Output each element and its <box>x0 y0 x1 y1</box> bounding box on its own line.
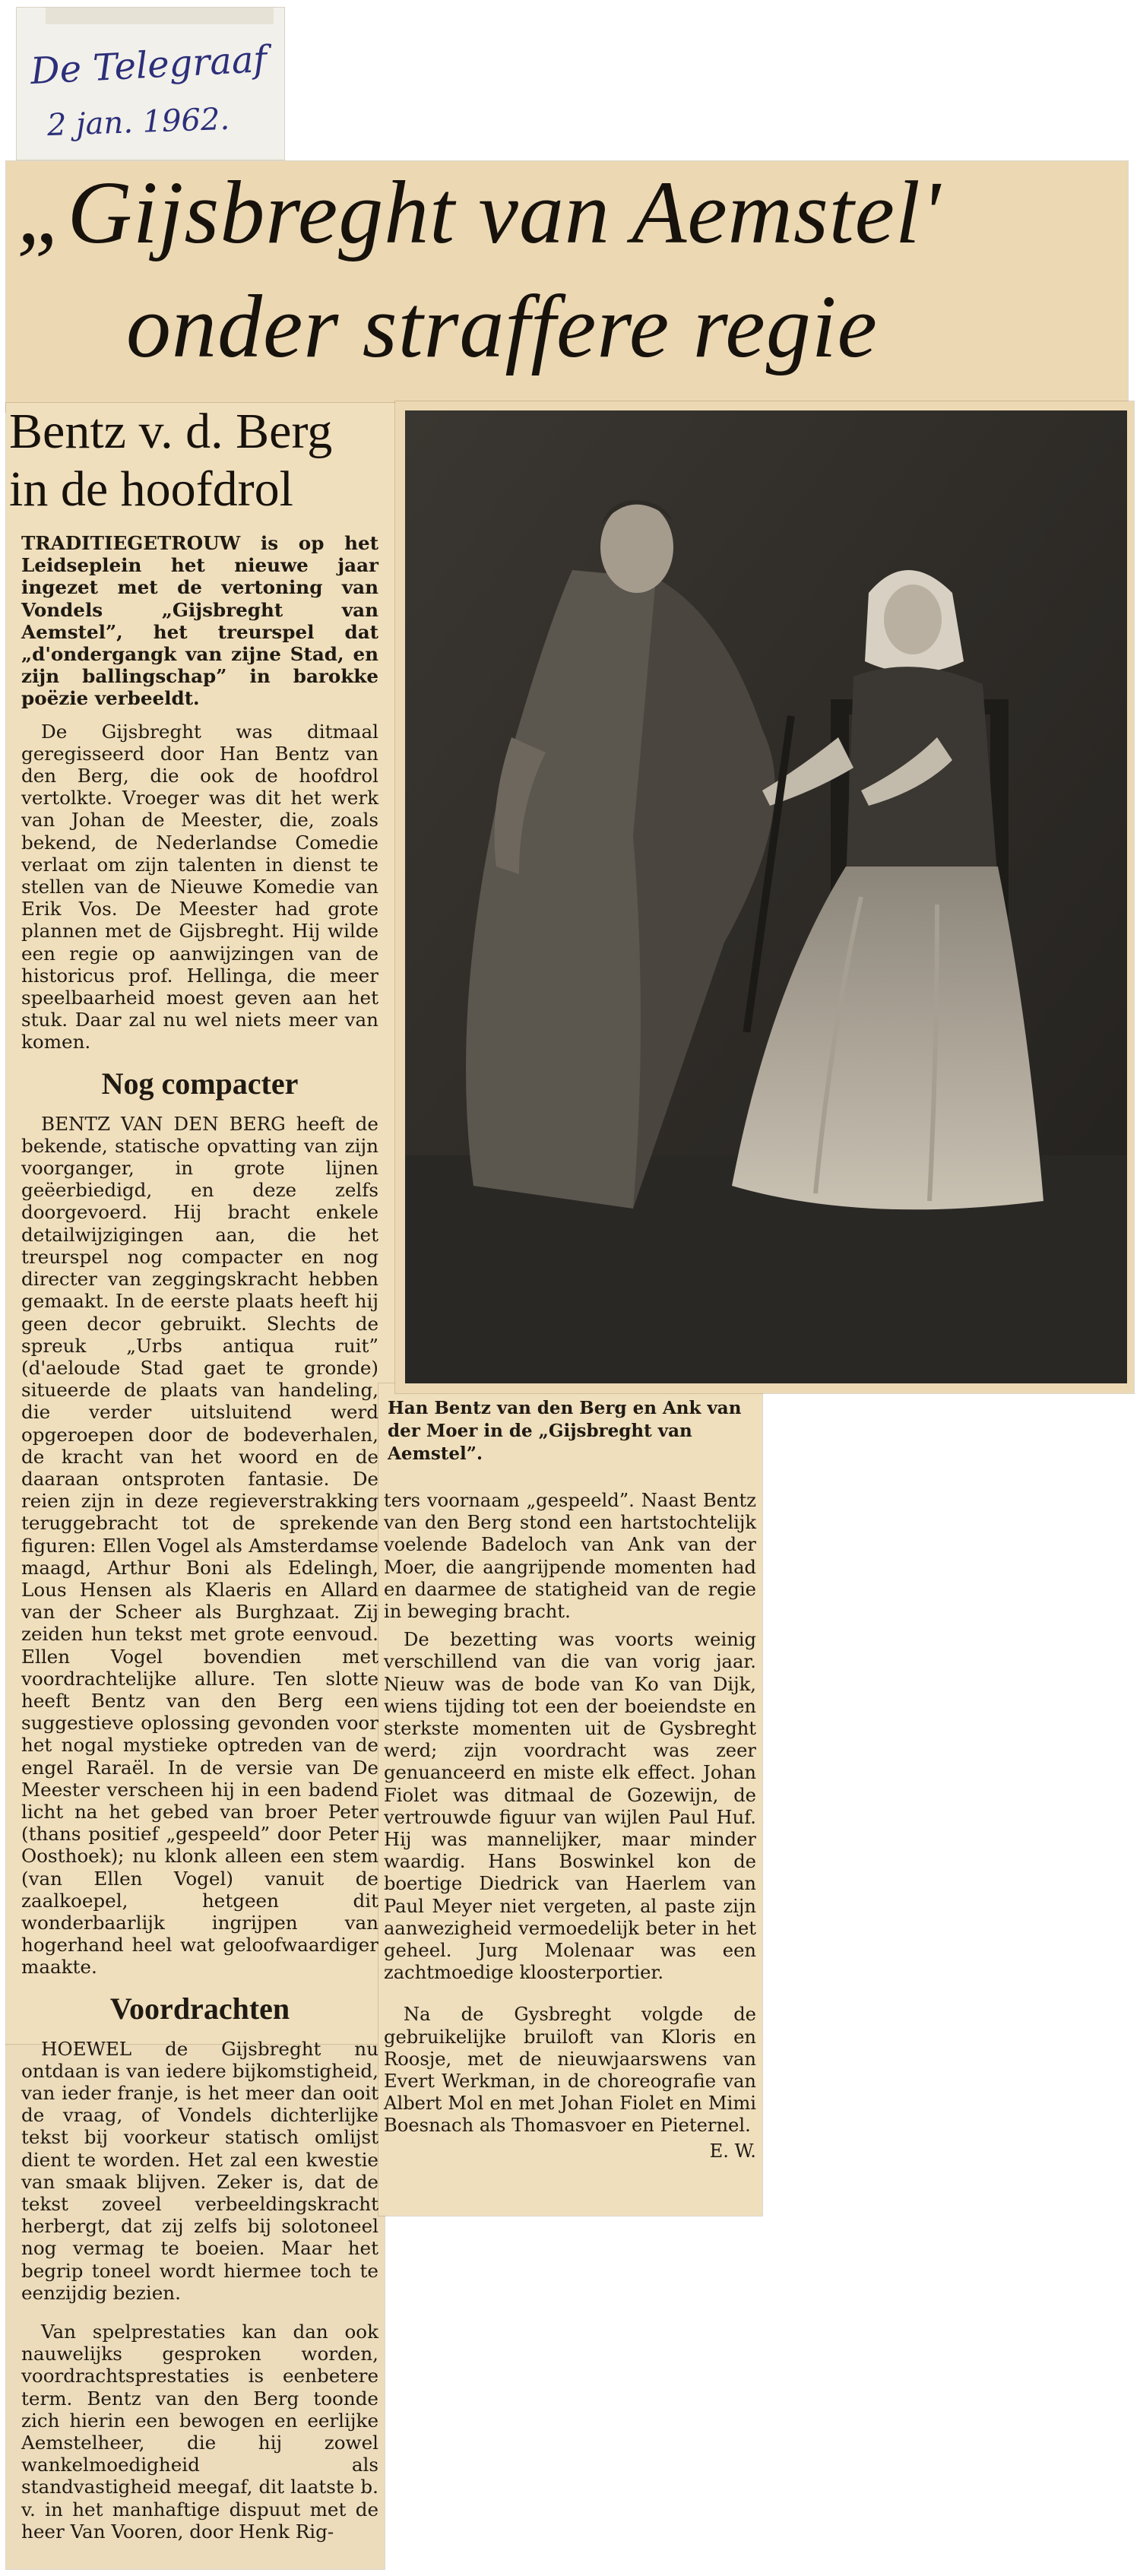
paragraph-4: Van spelprestaties kan dan ook nauwelijks gesproken worden, voordrachtsprestaties is eenbetere term. Bentz van den Berg toonde zich hierin een bewogen en eerlijke Aemstelheer, die hij zowel wankelmoedigheid als standvastigheid meegaf, dit laatste b. v. in het manhaftige dispuut met de heer Van Vooren, door Henk Rig- <box>21 2321 378 2543</box>
headline-line-2: onder straffere regie <box>126 277 878 376</box>
paragraph-2: BENTZ VAN DEN BERG heeft de bekende, statische opvatting van zijn voorganger, in grote lijnen geëerbiedigd, en deze zelfs doorgevoerd. Hij bracht enkele detailwijzigingen aan, die het treurspel nog compacter en nog directer van zeggingskracht hebben gemaakt. In de eerste plaats heeft hij geen decor gebruikt. Slechts de spreuk „Urbs antiqua ruit” (d'aeloude Stad gaet te gronde) situeerde de plaats van handeling, die verder uitsluitend werd opgeroepen door de bodeverhalen, de kracht van het woord en de daaraan ontsproten fantasie. De reien zijn in deze regieverstrakking teruggebracht tot de sprekende figuren: Ellen Vogel als Amsterdamse maagd, Arthur Boni als Edelingh, Lous Hensen als Klaeris en Allard van der Scheer als Burghzaat. Zij zeiden hun tekst met grote eenvoud. Ellen Vogel bovendien met voordrachtelijke allure. Ten slotte heeft Bentz van den Berg een suggestieve oplossing gevonden voor het nogal mystieke optreden van de engel Raraël. In de versie van De Meester verscheen hij in een badend licht na het gebed van broer Peter (thans positief „gespeeld” door Peter Oosthoek); nu klonk alleen een stem (van Ellen Vogel) vanuit de zaalkoepel, hetgeen dit wonderbaarlijk ingrijpen van hogerhand heel wat geloofwaardiger maakte. <box>21 1112 378 1979</box>
kicker-line-2: in de hoofdrol <box>9 461 293 517</box>
kicker-line-1: Bentz v. d. Berg <box>9 404 333 459</box>
right-paragraph-2: De bezetting was voorts weinig verschillend van die van vorig jaar. Nieuw was de bode van Ko van Dijk, wiens tijding tot een der boeiendste en sterkste momenten uit de Gysbreght werd; zijn voordracht was zeer genuanceerd en miste elk effect. Johan Fiolet was ditmaal de Gozewijn, de vertrouwde figuur van wijlen Paul Huf. Hij was mannelijker, maar minder waardig. Hans Boswinkel kon de boertige Diedrick van Haerlem van Paul Meyer niet vergeten, al paste zijn aanwezigheid vermoedelijk beter in het geheel. Jurg Molenaar was een zachtmoedige kloosterportier. <box>384 1629 756 1984</box>
subheading-voordrachten: Voordrachten <box>109 1991 290 2026</box>
note-newspaper-name: De Telegraaf <box>29 37 268 93</box>
left-column <box>21 532 378 2543</box>
right-paragraph-1: ters voornaam „gespeeld”. Naast Bentz van den Berg stond een hartstochtelijk voelende Badeloch van Ank van der Moer, die aangrijpende momenten had en daarmee de statigheid van de regie in beweging bracht. <box>384 1490 756 1623</box>
subheading-nog-compacter: Nog compacter <box>101 1066 299 1101</box>
tape-strip <box>46 8 274 24</box>
photo-caption <box>388 1397 760 1465</box>
intro-paragraph: TRADITIEGETROUW is op het Leidseplein het nieuwe jaar ingezet met de vertoning van Vondels „Gijsbreght van Aemstel”, het treurspel dat „d'ondergangk van zijne Stad, en zijn ballingschap” in barokke poëzie verbeeldt. <box>21 532 378 710</box>
photo-caption-text: Han Bentz van den Berg en Ank van der Moer in de „Gijsbreght van Aemstel”. <box>388 1398 742 1464</box>
stage-photo <box>405 410 1127 1383</box>
right-paragraph-3: Na de Gysbreght volgde de gebruikelijke bruiloft van Kloris en Roosje, met de nieuwjaarswens van Evert Werkman, in de choreografie van Albert Mol en met Johan Fiolet en Mimi Boesnach als Thomasvoer en Pieternel. <box>384 2004 756 2137</box>
signature: E. W. <box>709 2140 756 2162</box>
stage-photo-illustration <box>405 410 1127 1383</box>
headline-line-1: „Gijsbreght van Aemstel' <box>17 163 942 262</box>
headline <box>6 161 1128 403</box>
paragraph-1: De Gijsbreght was ditmaal geregisseerd door Han Bentz van den Berg, die ook de hoofdrol vertolkte. Vroeger was dit het werk van Johan de Meester, die, zoals bekend, de Nederlandse Comedie verlaat om zijn talenten in dienst te stellen van de Nieuwe Komedie van Erik Vos. De Meester had grote plannen met de Gijsbreght. Hij wilde een regie op aanwijzingen van de historicus prof. Hellinga, die meer speelbaarheid moest geven aan het stuk. Daar zal nu wel niets meer van komen. <box>21 720 378 1054</box>
right-column <box>384 1490 756 2163</box>
note-date: 2 jan. 1962. <box>46 101 230 144</box>
paragraph-3: HOEWEL de Gijsbreght nu ontdaan is van iedere bijkomstigheid, van ieder franje, is het meer dan ooit de vraag, of Vondels dichterlijke tekst bij voorkeur statisch omlijst dient te worden. Het zal een kwestie van smaak blijven. Zeker is, dat de tekst zoveel verbeeldingskracht herbergt, dat zij zelfs bij solotoneel nog vermag te boeien. Maar het begrip toneel wordt hiermee toch te eenzijdig bezien. <box>21 2037 378 2304</box>
kicker-heading <box>9 403 389 518</box>
handwritten-note <box>17 8 284 160</box>
